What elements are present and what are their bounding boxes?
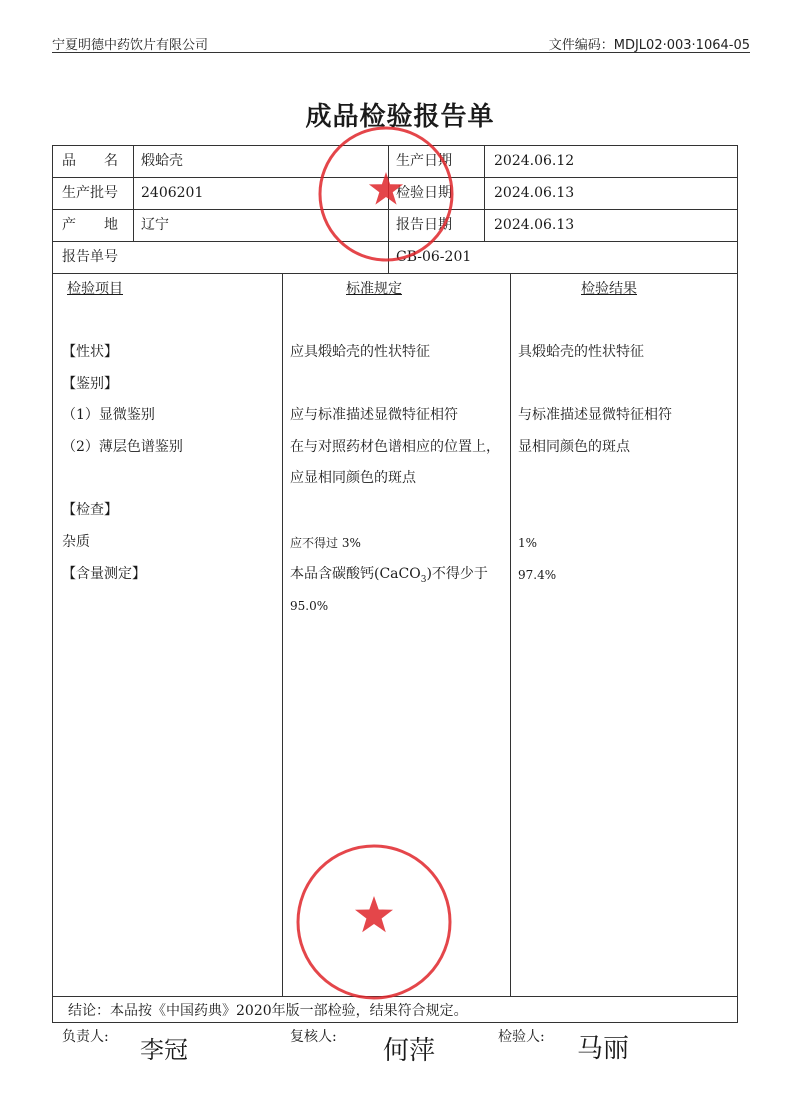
item-identification: 【鉴别】 [62, 376, 118, 392]
reviewer-label: 复核人: [290, 1029, 337, 1045]
result-assay: 97.4% [518, 568, 557, 582]
col-divider [510, 273, 511, 996]
standard-microscopic: 应与标准描述显微特征相符 [290, 407, 458, 423]
column-header-item: 检验项目 [67, 281, 123, 297]
production-date-label: 生产日期 [396, 153, 452, 169]
standard-assay-text-end: )不得少于 [426, 566, 488, 582]
report-number-label: 报告单号 [62, 249, 118, 265]
standard-assay-text: 本品含碳酸钙(CaCO [290, 566, 421, 582]
report-date-label: 报告日期 [396, 217, 452, 233]
document-code: 文件编码：MDJL02·003·1064-05 [548, 38, 750, 53]
header-divider [52, 52, 750, 53]
column-header-result: 检验结果 [581, 281, 637, 297]
standard-character: 应具煅蛤壳的性状特征 [290, 344, 430, 360]
reviewer-signature: 何萍 [383, 1036, 436, 1066]
result-tlc: 显相同颜色的斑点 [518, 439, 630, 455]
standard-assay-line1 [290, 566, 488, 588]
quality-inspection-seal [290, 838, 458, 1006]
row-divider [52, 273, 738, 274]
batch-label: 生产批号 [62, 185, 118, 201]
inspector-label: 检验人: [498, 1029, 545, 1045]
col-divider [484, 145, 485, 241]
quality-department-stamp [312, 120, 460, 268]
standard-tlc-line1: 在与对照药材色谱相应的位置上， [290, 439, 500, 455]
origin-value: 辽宁 [141, 217, 169, 233]
result-impurity: 1% [518, 536, 538, 550]
standard-impurity: 应不得过 3% [290, 536, 361, 550]
product-value: 煅蛤壳 [141, 153, 183, 169]
item-inspection: 【检查】 [62, 502, 118, 518]
test-date-value: 2024.06.13 [494, 185, 575, 201]
responsible-label: 负责人: [62, 1029, 109, 1045]
standard-assay-subscript: 3 [420, 574, 427, 585]
column-header-standard: 标准规定 [346, 281, 402, 297]
test-date-label: 检验日期 [396, 185, 452, 201]
item-tlc: （2）薄层色谱鉴别 [62, 439, 183, 455]
inspector-signature: 马丽 [577, 1034, 630, 1064]
result-microscopic: 与标准描述显微特征相符 [518, 407, 672, 423]
report-number-value: CB-06-201 [396, 249, 472, 265]
origin-label: 产 地 [62, 217, 118, 233]
responsible-signature: 李冠 [140, 1036, 188, 1064]
page-title: 成品检验报告单 [305, 102, 495, 132]
company-name: 宁夏明德中药饮片有限公司 [52, 38, 209, 53]
col-divider [282, 273, 283, 996]
item-impurity: 杂质 [62, 534, 90, 550]
standard-tlc-line2: 应显相同颜色的斑点 [290, 470, 416, 486]
standard-assay-line2: 95.0% [290, 599, 329, 613]
item-assay: 【含量测定】 [62, 566, 146, 582]
conclusion: 结论：本品按《中国药典》2020年版一部检验，结果符合规定。 [68, 1003, 468, 1019]
item-character: 【性状】 [62, 344, 118, 360]
batch-value: 2406201 [141, 185, 204, 201]
report-date-value: 2024.06.13 [494, 217, 575, 233]
result-character: 具煅蛤壳的性状特征 [518, 344, 644, 360]
col-divider [133, 145, 134, 241]
item-microscopic: （1）显微鉴别 [62, 407, 155, 423]
production-date-value: 2024.06.12 [494, 153, 575, 169]
product-label: 品 名 [62, 153, 118, 169]
